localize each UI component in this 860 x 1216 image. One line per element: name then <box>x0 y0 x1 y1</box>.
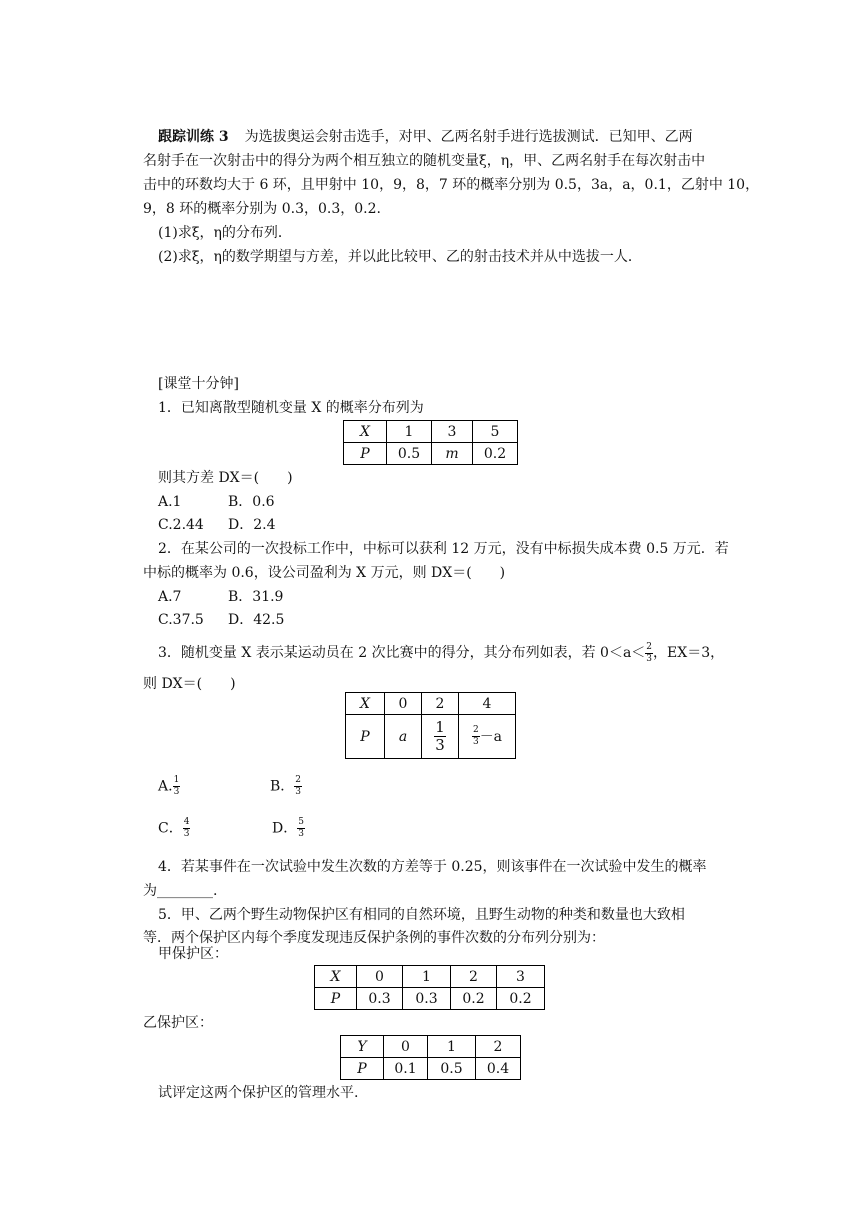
table-cell: 0.2 <box>497 988 545 1010</box>
reserve-b-table <box>340 1035 521 1080</box>
fraction <box>434 720 446 753</box>
track-line-2: 名射手在一次射击中的得分为两个相互独立的随机变量ξ，η，甲、乙两名射手在每次射击中 <box>143 153 706 169</box>
table-cell: X <box>344 421 387 443</box>
problem-3-ask: 则 DX＝( ) <box>143 676 236 692</box>
table-cell: P <box>346 715 385 759</box>
table-row <box>315 966 545 988</box>
option-label: C． <box>158 820 183 837</box>
fraction <box>645 643 653 664</box>
table-row <box>341 1036 521 1058</box>
table-cell: m <box>432 443 473 465</box>
problem-1-option-a: A.1 <box>158 494 182 510</box>
fraction-denominator: 3 <box>183 829 190 839</box>
table-cell: 0.5 <box>387 443 432 465</box>
fraction-denominator: 3 <box>646 653 653 664</box>
track-line-4: 9，8 环的概率分别为 0.3，0.3，0.2. <box>143 201 381 217</box>
table-row <box>315 988 545 1010</box>
table-cell: 4 <box>459 693 516 715</box>
fraction-denominator: 3 <box>295 787 302 797</box>
table-cell: Y <box>341 1036 384 1058</box>
table-cell: 0.3 <box>357 988 403 1010</box>
problem-1-stem: 1．已知离散型随机变量 X 的概率分布列为 <box>158 400 424 416</box>
problem-3-option-c <box>158 818 190 839</box>
problem-5-line-2: 等．两个保护区内每个季度发现违反保护条例的事件次数的分布列分别为： <box>143 930 605 946</box>
table-cell: 0.4 <box>476 1058 521 1080</box>
fraction-numerator: 2 <box>646 641 653 652</box>
track-exercise <box>158 130 693 144</box>
table-cell: 0 <box>384 1036 428 1058</box>
table-cell: X <box>315 966 357 988</box>
table-cell: 2 <box>422 693 459 715</box>
problem-2-option-b: B．31.9 <box>228 589 284 605</box>
table-cell: 0.2 <box>451 988 497 1010</box>
table-row <box>344 421 518 443</box>
problem-1-option-d: D．2.4 <box>228 517 276 533</box>
fraction-denominator: 3 <box>173 787 180 797</box>
problem-1-table <box>343 420 518 465</box>
fraction-denominator: 3 <box>298 829 304 839</box>
problem-3-option-b <box>270 776 302 797</box>
table-cell: P <box>344 443 387 465</box>
table-cell: 0.1 <box>384 1058 428 1080</box>
track-line-1: 为选拔奥运会射击选手，对甲、乙两名射手进行选拔测试．已知甲、乙两 <box>244 129 693 145</box>
table-cell: 2 <box>451 966 497 988</box>
table-row <box>346 693 516 715</box>
table-cell <box>422 715 459 759</box>
table-cell: 2 <box>476 1036 521 1058</box>
table-row <box>346 715 516 759</box>
problem-3-stem <box>158 641 724 665</box>
table-cell: 5 <box>473 421 518 443</box>
table-cell: 0 <box>385 693 422 715</box>
problem-2-option-d: D．42.5 <box>228 612 285 628</box>
table-cell: 3 <box>497 966 545 988</box>
track-question-2: (2)求ξ，η的数学期望与方差，并以此比较甲、乙的射击技术并从中选拔一人． <box>158 249 642 265</box>
problem-2-option-c: C.37.5 <box>158 612 204 628</box>
fraction <box>472 726 480 747</box>
fraction-numerator: 1 <box>173 775 180 785</box>
option-label: D． <box>272 820 298 837</box>
table-cell: X <box>346 693 385 715</box>
table-row <box>341 1058 521 1080</box>
problem-1-option-c: C.2.44 <box>158 517 204 533</box>
table-cell: 3 <box>432 421 473 443</box>
problem-2-line-1: 2．在某公司的一次投标工作中，中标可以获利 12 万元，没有中标损失成本费 0.5 万元．若 <box>158 541 729 557</box>
track-question-1: (1)求ξ，η的分布列． <box>158 225 292 241</box>
problem-3-option-d <box>272 818 305 839</box>
fraction <box>183 818 191 839</box>
fraction <box>173 776 181 797</box>
section-title: [课堂十分钟] <box>158 376 239 392</box>
problem-2-option-a: A.7 <box>158 589 182 605</box>
fraction-numerator: 2 <box>472 725 479 736</box>
fraction-numerator: 4 <box>183 817 190 827</box>
problem-5-ask: 试评定这两个保护区的管理水平. <box>158 1085 359 1101</box>
table-cell: P <box>315 988 357 1010</box>
problem-3-option-a <box>158 776 180 797</box>
cell-text: －a <box>479 728 503 745</box>
problem-4-line-1: 4．若某事件在一次试验中发生次数的方差等于 0.25，则该事件在一次试验中发生的概率 <box>158 859 707 875</box>
fraction-denominator: 3 <box>472 737 479 748</box>
track-title: 跟踪训练 3 <box>158 129 229 145</box>
table-cell: a <box>385 715 422 759</box>
option-label: A. <box>158 778 173 795</box>
fraction-numerator: 5 <box>298 817 304 827</box>
table-cell <box>459 715 516 759</box>
problem-4-line-2: 为________. <box>143 883 218 899</box>
table-cell: 1 <box>428 1036 476 1058</box>
option-label: B． <box>270 778 295 795</box>
fraction <box>297 818 305 839</box>
fraction <box>294 776 302 797</box>
problem-3-stem-a: 3．随机变量 X 表示某运动员在 2 次比赛中的得分，其分布列如表，若 0＜a＜ <box>158 645 646 661</box>
problem-1-ask: 则其方差 DX＝( ) <box>158 470 293 486</box>
reserve-a-label: 甲保护区： <box>158 946 228 962</box>
table-cell: 1 <box>387 421 432 443</box>
problem-1-option-b: B．0.6 <box>228 494 275 510</box>
problem-3-table <box>345 692 516 759</box>
track-line-3: 击中的环数均大于 6 环，且甲射中 10，9，8，7 环的概率分别为 0.5，3a，a，0.1，乙射中 10， <box>143 177 760 193</box>
fraction-numerator: 2 <box>295 775 302 785</box>
table-cell: 0.2 <box>473 443 518 465</box>
problem-3-stem-b: ，EX＝3， <box>653 645 725 661</box>
table-cell: P <box>341 1058 384 1080</box>
problem-5-line-1: 5．甲、乙两个野生动物保护区有相同的自然环境，且野生动物的种类和数量也大致相 <box>158 907 685 923</box>
fraction-numerator: 1 <box>435 718 445 736</box>
reserve-b-label: 乙保护区： <box>143 1015 213 1031</box>
table-row <box>344 443 518 465</box>
table-cell: 1 <box>403 966 451 988</box>
table-cell: 0 <box>357 966 403 988</box>
reserve-a-table <box>314 965 545 1010</box>
table-cell: 0.5 <box>428 1058 476 1080</box>
table-cell: 0.3 <box>403 988 451 1010</box>
problem-2-line-2: 中标的概率为 0.6，设公司盈利为 X 万元，则 DX＝( ) <box>143 565 506 581</box>
fraction-denominator: 3 <box>435 736 445 754</box>
